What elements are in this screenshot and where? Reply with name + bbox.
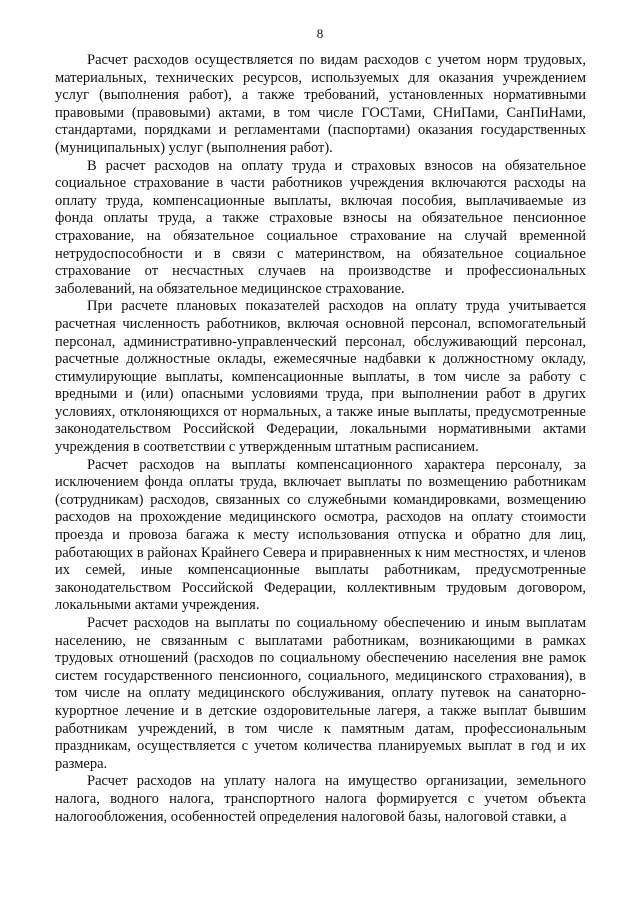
paragraph-expense-calculation-basis: Расчет расходов осуществляется по видам расходов с учетом норм трудовых, материальных, технических ресурсов, используемых для оказания учреждением услуг (выполнения работ), а также требований, установленных нормативными правовыми (правовыми) актами, в том числе ГОСТами, СНиПами, СанПиНами, стандартами, порядками и регламентами (паспортами) оказания государственных (муниципальных) услуг (выполнения работ). (55, 52, 586, 156)
paragraph-labor-costs-insurance: В расчет расходов на оплату труда и страховых взносов на обязательное социальное страхование в части работников учреждения включаются расходы на оплату труда, компенсационные выплаты, включая пособия, выплачиваемые из фонда оплаты труда, а также страховые взносы на обязательное пенсионное страхование, на обязательное социальное страхование на случай временной нетрудоспособности и в связи с материнством, на обязательное социальное страхование от несчастных случаев на производстве и профессиональных заболеваний, на обязательное медицинское страхование. (55, 157, 586, 297)
paragraph-social-payments: Расчет расходов на выплаты по социальному обеспечению и иным выплатам населению, не связанным с выплатами работникам, возникающими в рамках трудовых отношений (расходов по социальному обеспечению населения вне рамок систем государственного пенсионного, социального, медицинского страхования), в том числе на оплату медицинского обслуживания, оплату путевок на санаторно-курортное лечение и в детские оздоровительные лагеря, а также выплат бывшим работникам учреждений, в том числе к памятным датам, профессиональным праздникам, осуществляется с учетом количества планируемых выплат в год и их размера. (55, 615, 586, 772)
paragraph-tax-payments: Расчет расходов на уплату налога на имущество организации, земельного налога, водного налога, транспортного налога формируется с учетом объекта налогообложения, особенностей определения налоговой базы, налоговой ставки, а (55, 773, 586, 825)
paragraph-labor-cost-planning: При расчете плановых показателей расходов на оплату труда учитывается расчетная численность работников, включая основной персонал, вспомогательный персонал, административно-управленческий персонал, обслуживающий персонал, расчетные должностные оклады, ежемесячные надбавки к должностному окладу, стимулирующие выплаты, компенсационные выплаты, в том числе за работу с вредными и (или) опасными условиями труда, при выполнении работ в других условиях, отклоняющихся от нормальных, а также иные выплаты, предусмотренные законодательством Российской Федерации, локальными нормативными актами учреждения в соответствии с утвержденным штатным расписанием. (55, 298, 586, 456)
page-number: 8 (316, 26, 324, 41)
document-body (55, 52, 586, 826)
paragraph-compensation-payments: Расчет расходов на выплаты компенсационного характера персоналу, за исключением фонда оплаты труда, включает выплаты по возмещению работникам (сотрудникам) расходов, связанных со служебными командировками, возмещению расходов на прохождение медицинского осмотра, расходов на оплату стоимости проезда и провоза багажа к месту использования отпуска и обратно для лиц, работающих в районах Крайнего Севера и приравненных к ним местностях, и членов их семей, иные компенсационные выплаты работникам, предусмотренные законодательством Российской Федерации, коллективным трудовым договором, локальными актами учреждения. (55, 456, 586, 614)
